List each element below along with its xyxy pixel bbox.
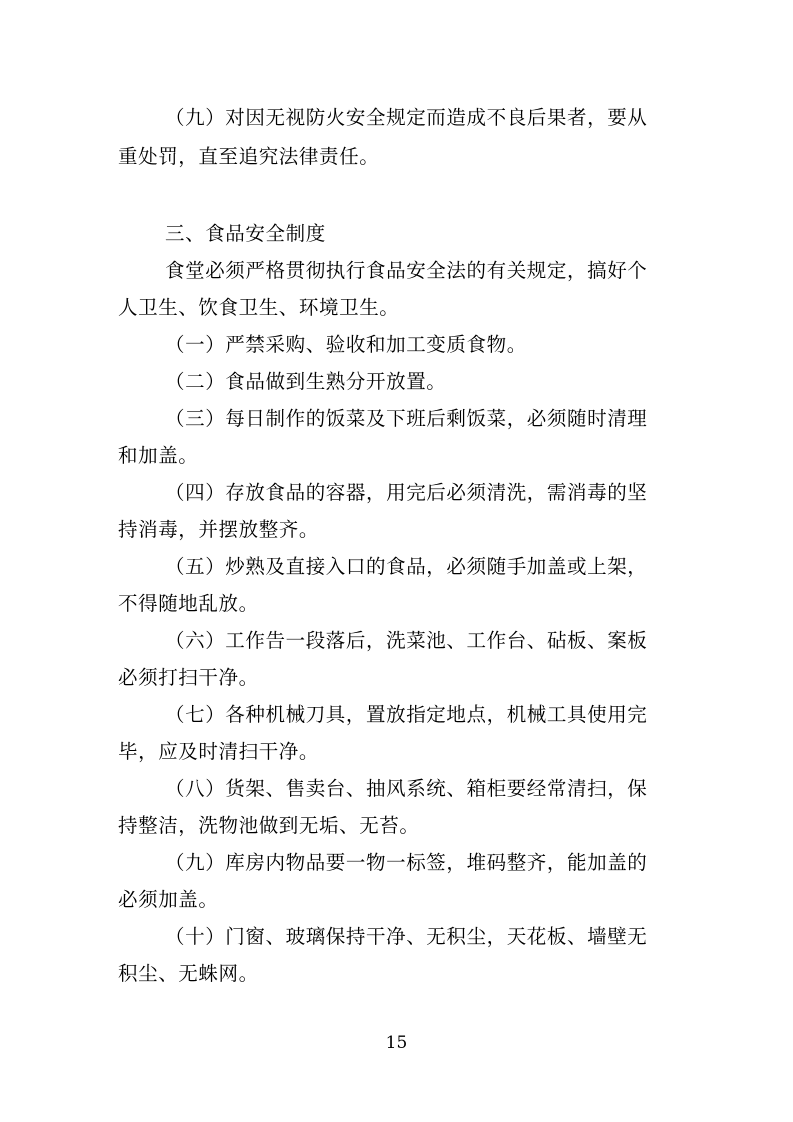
intro-line-2: 人卫生、饮食卫生、环境卫生。 bbox=[118, 296, 400, 319]
rule-item-9-line-2: 必须加盖。 bbox=[118, 888, 219, 911]
rule-item-8-line-2: 持整洁，洗物池做到无垢、无苔。 bbox=[118, 814, 420, 837]
rule-item-6-line-2: 必须打扫干净。 bbox=[118, 666, 259, 689]
rule-item-9-line-1: （九）库房内物品要一物一标签，堆码整齐，能加盖的 bbox=[165, 851, 648, 874]
rule-item-6-line-1: （六）工作告一段落后，洗菜池、工作台、砧板、案板 bbox=[165, 629, 648, 652]
intro-line-1: 食堂必须严格贯彻执行食品安全法的有关规定，搞好个 bbox=[165, 259, 648, 282]
rule-item-4-line-1: （四）存放食品的容器，用完后必须清洗，需消毒的坚 bbox=[165, 481, 648, 504]
rule-item-5-line-1: （五）炒熟及直接入口的食品，必须随手加盖或上架， bbox=[165, 555, 648, 578]
page-number: 15 bbox=[385, 1033, 408, 1053]
rule-item-3-line-2: 和加盖。 bbox=[118, 444, 199, 467]
rule-item-7-line-2: 毕，应及时清扫干净。 bbox=[118, 740, 320, 763]
fire-rule-nine-line-1: （九）对因无视防火安全规定而造成不良后果者，要从 bbox=[165, 106, 648, 129]
rule-item-10-line-1: （十）门窗、玻璃保持干净、无积尘，天花板、墙壁无 bbox=[165, 925, 648, 948]
fire-rule-nine-line-2: 重处罚，直至追究法律责任。 bbox=[118, 145, 380, 168]
rule-item-1-line-1: （一）严禁采购、验收和加工变质食物。 bbox=[165, 333, 527, 356]
rule-item-4-line-2: 持消毒，并摆放整齐。 bbox=[118, 518, 320, 541]
section-heading: 三、食品安全制度 bbox=[165, 222, 326, 245]
rule-item-8-line-1: （八）货架、售卖台、抽风系统、箱柜要经常清扫，保 bbox=[165, 777, 648, 800]
rule-item-5-line-2: 不得随地乱放。 bbox=[118, 592, 259, 615]
rule-item-7-line-1: （七）各种机械刀具，置放指定地点，机械工具使用完 bbox=[165, 703, 648, 726]
rule-item-10-line-2: 积尘、无蛛网。 bbox=[118, 962, 259, 985]
rule-item-3-line-1: （三）每日制作的饭菜及下班后剩饭菜，必须随时清理 bbox=[165, 407, 648, 430]
rule-item-2-line-1: （二）食品做到生熟分开放置。 bbox=[165, 370, 447, 393]
